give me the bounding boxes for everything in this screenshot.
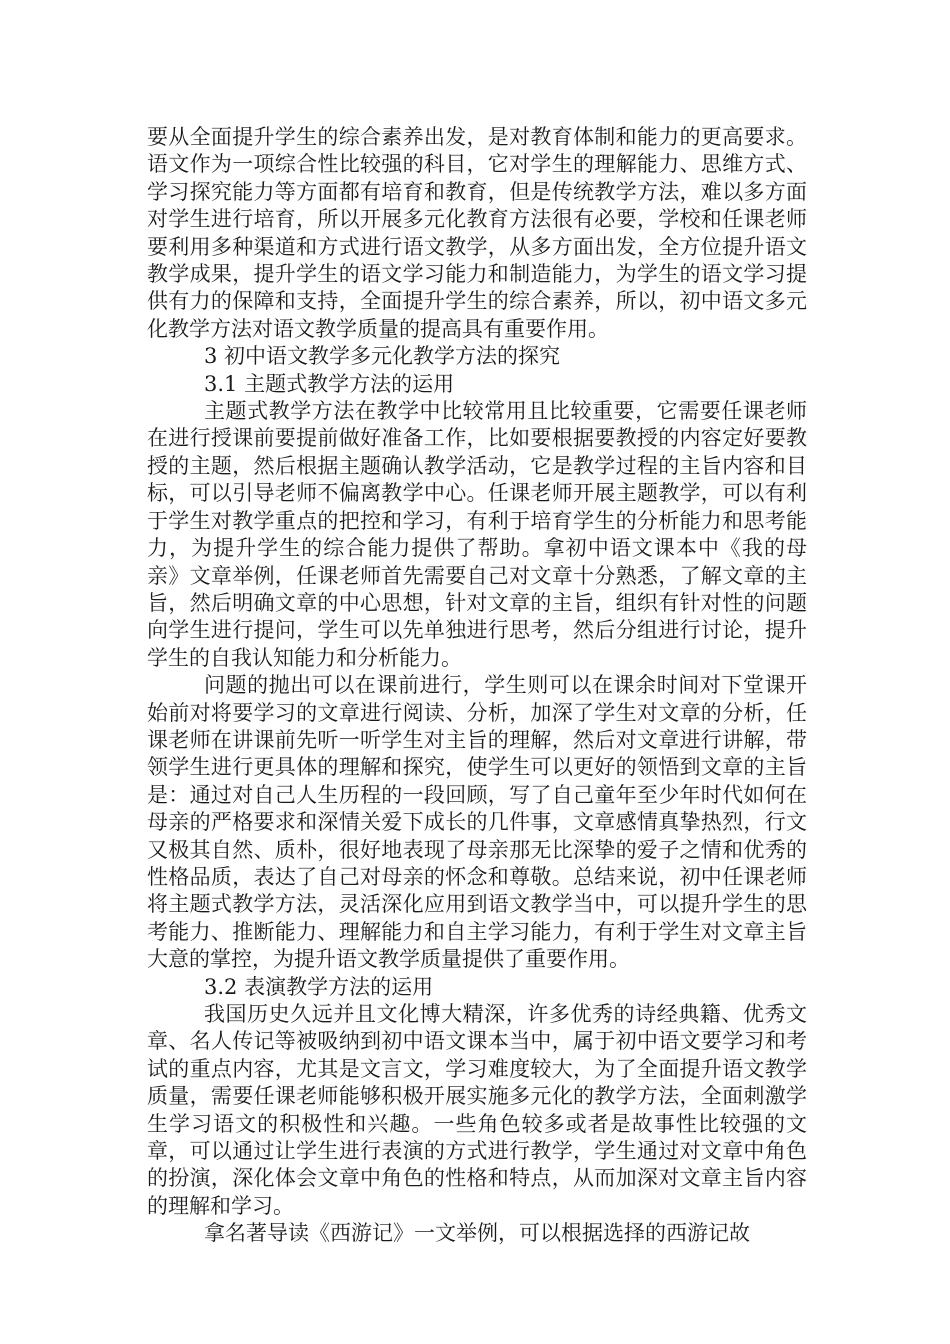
paragraph-thematic-teaching: 主题式教学方法在教学中比较常用且比较重要，它需要任课老师在进行授课前要提前做好准备工作，比如要根据要教授的内容定好要教授的主题，然后根据主题确认教学活动，它是教学过程的主旨内容和目标，可以引导老师不偏离教学中心。任课老师开展主题教学，可以有利于学生对教学重点的把控和学习，有利于培育学生的分析能力和思考能力，为提升学生的综合能力提供了帮助。拿初中语文课本中《我的母亲》文章举例，任课老师首先需要自己对文章十分熟悉，了解文章的主旨，然后明确文章的中心思想，针对文章的主旨，组织有针对性的问题向学生进行提问，学生可以先单独进行思考，然后分组进行讨论，提升学生的自我认知能力和分析能力。 (147, 399, 807, 670)
subsection-heading-3-1: 3.1 主题式教学方法的运用 (204, 371, 455, 396)
paragraph-performance-teaching: 我国历史久远并且文化博大精深，许多优秀的诗经典籍、优秀文章、名人传记等被吸纳到初中语文课本当中，属于初中语文要学习和考试的重点内容，尤其是文言文，学习难度较大，为了全面提升语文教学质量，需要任课老师能够积极开展实施多元化的教学方法，全面刺激学生学习语文的积极性和兴趣。一些角色较多或者是故事性比较强的文章，可以通过让学生进行表演的方式进行教学，学生通过对文章中角色的扮演，深化体会文章中角色的性格和特点，从而加深对文章主旨内容的理解和学习。 (147, 1002, 807, 1218)
document-page (147, 124, 807, 1248)
subsection-heading-3-2: 3.2 表演教学方法的运用 (204, 974, 434, 999)
paragraph-question-before-class: 问题的抛出可以在课前进行，学生则可以在课余时间对下堂课开始前对将要学习的文章进行阅读、分析，加深了学生对文章的分析，任课老师在讲课前先听一听学生对主旨的理解，然后对文章进行讲解，带领学生进行更具体的理解和探究，使学生可以更好的领悟到文章的主旨是：通过对自己人生历程的一段回顾，写了自己童年至少年时代如何在母亲的严格要求和深情关爱下成长的几件事，文章感情真挚热烈，行文又极其自然、质朴，很好地表现了母亲那无比深挚的爱子之情和优秀的性格品质，表达了自己对母亲的怀念和尊敬。总结来说，初中任课老师将主题式教学方法，灵活深化应用到语文教学当中，可以提升学生的思考能力、推断能力、理解能力和自主学习能力，有利于学生对文章主旨大意的掌控，为提升语文教学质量提供了重要作用。 (147, 673, 807, 972)
paragraph-journey-to-the-west: 拿名著导读《西游记》一文举例，可以根据选择的西游记故 (204, 1221, 750, 1246)
paragraph-continuation: 要从全面提升学生的综合素养出发，是对教育体制和能力的更高要求。语文作为一项综合性比较强的科目，它对学生的理解能力、思维方式、学习探究能力等方面都有培育和教育，但是传统教学方法，难以多方面对学生进行培育，所以开展多元化教育方法很有必要，学校和任课老师要利用多种渠道和方式进行语文教学，从多方面出发，全方位提升语文教学成果，提升学生的语文学习能力和制造能力，为学生的语文学习提供有力的保障和支持，全面提升学生的综合素养，所以，初中语文多元化教学方法对语文教学质量的提高具有重要作用。 (147, 125, 807, 341)
section-heading-3: 3 初中语文教学多元化教学方法的探究 (204, 344, 561, 369)
